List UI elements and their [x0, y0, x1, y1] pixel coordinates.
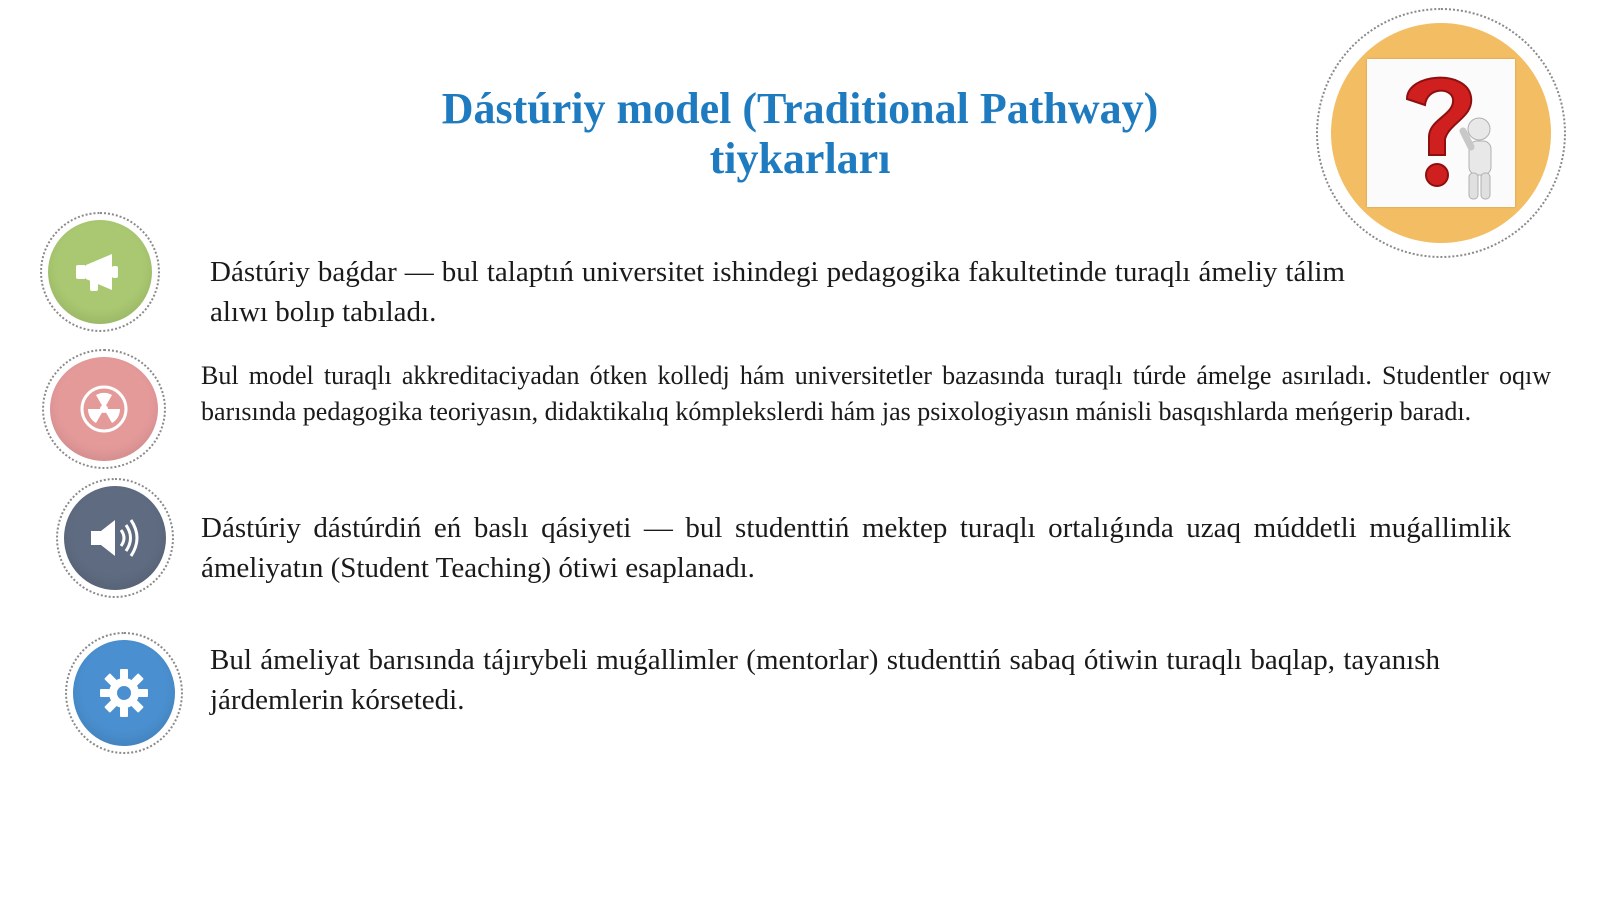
radiation-icon [50, 357, 158, 461]
question-mark-disc [1331, 23, 1551, 243]
megaphone-icon [48, 220, 152, 324]
item-3-badge [56, 478, 174, 598]
question-mark-figure-icon [1367, 59, 1515, 207]
item-4-text: Bul ámeliyat barısında tájırybeli muǵallimler (mentorlar) studenttiń sabaq ótiwin turaqlı baqlap, tayanısh járdemlerin kórsetedi. [210, 644, 1440, 716]
item-2-text: Bul model turaqlı akkreditaciyadan ótken kolledj hám universitetler bazasında turaqlı túrde ámelge asırıladı. Studentler oqıw barısında pedagogika teoriyasın, didaktikalıq kómplekslerdi hám jas psixologiyasın mánisli basqıshlarda meńgerip baradı. [201, 361, 1551, 426]
slide-title [300, 84, 1300, 184]
item-1-text: Dástúriy baǵdar — bul talaptıń universitet ishindegi pedagogika fakultetinde turaqlı ámeliy tálim alıwı bolıp tabıladı. [210, 256, 1345, 328]
item-2-badge [42, 349, 166, 469]
title-line-1: Dástúriy model (Traditional Pathway) [441, 84, 1159, 133]
item-4-badge [65, 632, 183, 754]
question-mark-badge [1316, 8, 1566, 258]
title-line-2: tiykarları [709, 134, 891, 183]
item-3-text: Dástúriy dástúrdiń eń baslı qásiyeti — bul studenttiń mektep turaqlı ortalıǵında uzaq múddetli muǵallimlik ámeliyatın (Student Teaching) ótiwi esaplanadı. [201, 512, 1511, 584]
item-1-badge [40, 212, 160, 332]
speaker-icon [64, 486, 166, 590]
gear-icon [73, 640, 175, 746]
